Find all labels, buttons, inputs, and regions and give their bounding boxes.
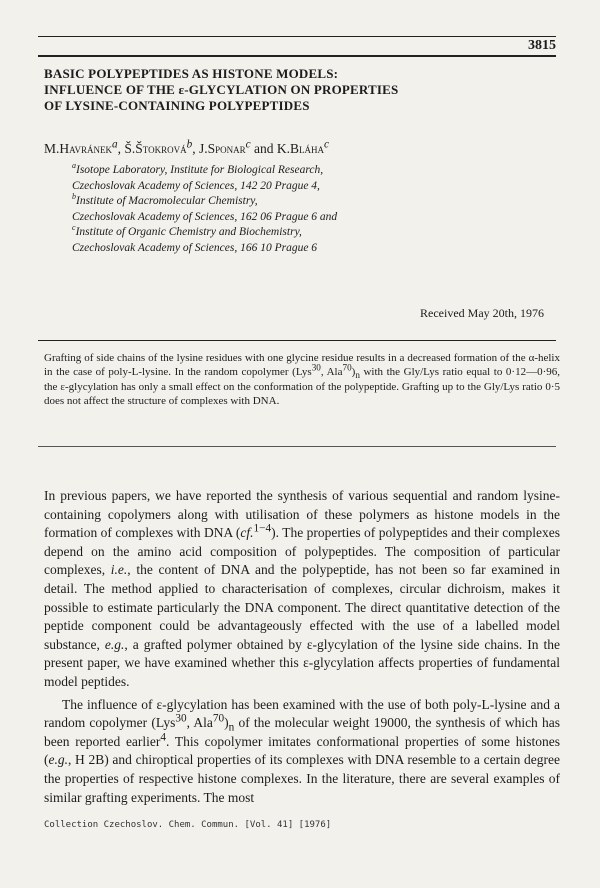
affiliation-text: Institute of Organic Chemistry and Biochemistry,: [75, 226, 302, 239]
page-number: 3815: [528, 38, 556, 53]
author-list: M.Havránek$^a$, Š.Štokrová$^b$, J.Sponar$^c$ and K.Bláha$^c$: [44, 138, 329, 156]
author-name: Š.Štokrová: [124, 141, 187, 156]
abstract-top-rule: [38, 340, 556, 341]
abstract: Grafting of side chains of the lysine residues with one glycine residue results in a decreased formation of the α-helix in the case of poly-L-lysine. In the random copolymer (Lys$^{30}$, $Ala^{70})_n$ with the Gly/Lys ratio equal to 0·12—0·96, the ε-glycylation has only a small effect on the conformation of the polypeptide. Grafting up to the Gly/Lys ratio 0·5 does not affect the structure of complexes with DNA.: [44, 352, 560, 407]
affiliation-line: Czechoslovak Academy of Sciences, 162 06 Prague 6 and: [72, 210, 338, 223]
journal-footer: Collection Czechoslov. Chem. Commun. [Vol. 41] [1976]: [44, 820, 332, 830]
affiliation-line: [72, 225, 552, 241]
reference-mark: 1−4: [253, 522, 272, 535]
affiliation-mark: b: [72, 192, 76, 202]
affiliation-text: Isotope Laboratory, Institute for Biological Research,: [76, 164, 324, 176]
body-paragraph: In previous papers, we have reported the synthesis of various sequential and random lysine-containing copolymers along with utilisation of these polymers as histone models in the formation of complexes with DNA (cf.$^{1-4}$). The properties of polypeptides and their complexes depend on the amino acid composition of polypeptides. The composition of particular complexes, i.e., the content of DNA and the polypeptide, has not been so far examined in detail. The method applied to characterisation of complexes, circular dichroism, makes it possible to estimate particularly the DNA component. The direct quantitative detection of the peptide component could be advantageously effected with the use of a labelled model substance, e.g., a grafted polymer obtained by ε-glycylation of the lysine side chains. In the present paper, we have examined whether this ε-glycylation affects properties of fundamental model peptides.: [44, 488, 561, 689]
affiliation-mark: a: [72, 161, 76, 171]
author-affiliation-mark: c: [323, 138, 329, 151]
author-conjunction: and: [253, 141, 274, 156]
author-name: J.Sponar: [198, 141, 246, 156]
author-name: M.Havránek: [44, 141, 112, 156]
affiliation-line: [72, 194, 552, 210]
reference-mark: 4: [160, 731, 167, 744]
header-rule-thick: [38, 55, 556, 57]
affiliation-mark: c: [72, 223, 76, 233]
author-affiliation-mark: c: [245, 138, 251, 151]
affiliation-list: [72, 163, 552, 257]
affiliation-line: Czechoslovak Academy of Sciences, 166 10 Prague 6: [72, 241, 318, 254]
received-date: Received May 20th, 1976: [420, 306, 544, 320]
article-title: [44, 66, 564, 114]
title-line: BASIC POLYPEPTIDES AS HISTONE MODELS:: [44, 66, 339, 81]
article-body: [44, 487, 560, 807]
title-line: INFLUENCE OF THE ε-GLYCYLATION ON PROPERTIES: [44, 82, 399, 97]
author-name: K.Bláha: [276, 141, 324, 156]
body-paragraph: The influence of ε-glycylation has been examined with the use of both poly-L-lysine and a random copolymer (Lys$^{30}$, $Ala^{70})_n$ of the molecular weight 19000, the synthesis of which has been reported earlier$^4$. This copolymer imitates conformational properties of some histones (e.g., H 2B) and chiroptical properties of its complexes with DNA resemble to a certain degree the properties of respective histone complexes. In the literature, there are several examples of similar grafting experiments. The most: [44, 696, 561, 805]
affiliation-text: Institute of Macromolecular Chemistry,: [76, 195, 258, 208]
abstract-bottom-rule: [38, 446, 556, 447]
affiliation-line: [72, 163, 552, 179]
title-line: OF LYSINE-CONTAINING POLYPEPTIDES: [44, 98, 310, 113]
author-affiliation-mark: b: [186, 138, 193, 151]
affiliation-line: Czechoslovak Academy of Sciences, 142 20 Prague 4,: [72, 179, 320, 192]
author-affiliation-mark: a: [111, 138, 118, 151]
header-rule: [38, 36, 556, 37]
